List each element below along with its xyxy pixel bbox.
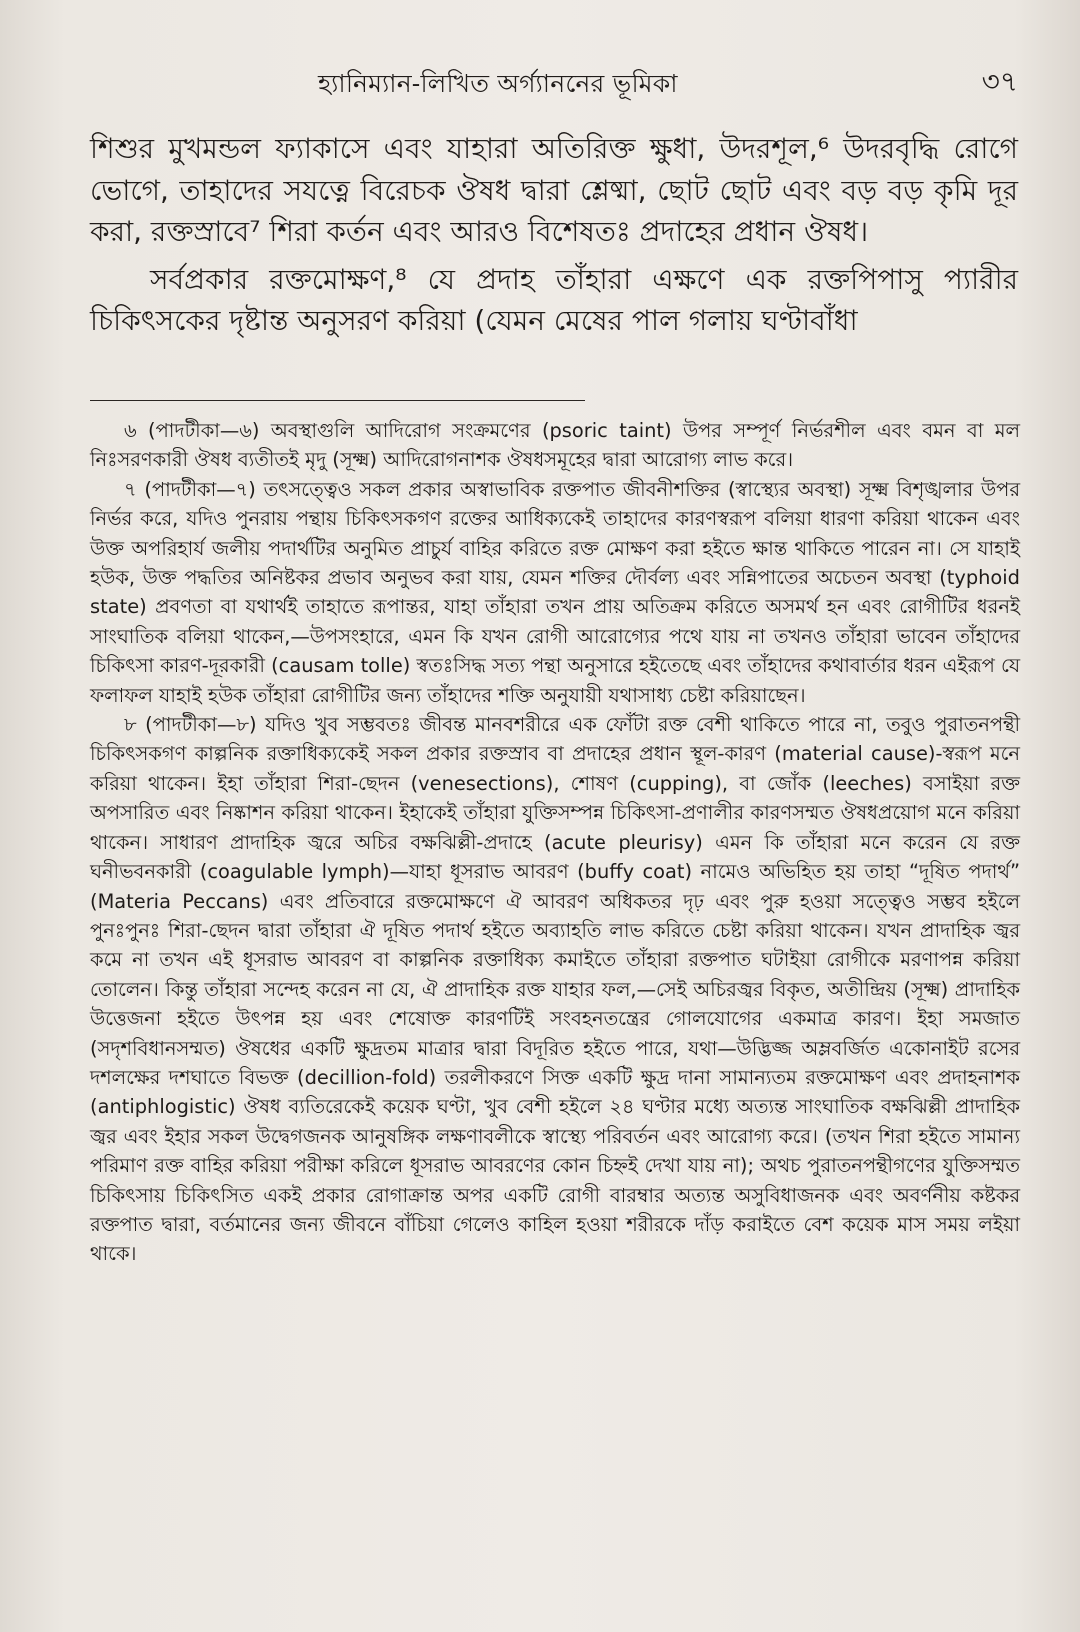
footnote-6: ৬ (পাদটীকা—৬) অবস্থাগুলি আদিরোগ সংক্রমণের (psoric taint) উপর সম্পূর্ণ নির্ভরশীল এবং বমন বা মল নিঃসরণকারী ঔষধ ব্যতীতই মৃদু (সূক্ষ্ম) আদিরোগনাশক ঔষধসমূহের দ্বারা আরোগ্য লাভ করে। bbox=[90, 419, 1020, 472]
main-paragraph-2: সর্বপ্রকার রক্তমোক্ষণ,⁸ যে প্রদাহ তাঁহারা এক্ষণে এক রক্তপিপাসু প্যারীর চিকিৎসকের দৃষ্টান্ত অনুসরণ করিয়া (যেমন মেষের পাল গলায় ঘণ্টাবাঁধা bbox=[90, 262, 1018, 337]
footnote-8: ৮ (পাদটীকা—৮) যদিও খুব সম্ভবতঃ জীবন্ত মানবশরীরে এক ফোঁটা রক্ত বেশী থাকিতে পারে না, তবুও পুরাতনপন্থী চিকিৎসকগণ কাল্পনিক রক্তাধিক্যকেই সকল প্রকার রক্তস্রাব বা প্রদাহের প্রধান স্থূল-কারণ (material cause)-স্বরূপ মনে করিয়া থাকেন। ইহা তাঁহারা শিরা-ছেদন (venesections), শোষণ (cupping), বা জোঁক (leeches) বসাইয়া রক্ত অপসারিত এবং নিষ্কাশন করিয়া থাকেন। ইহাকেই তাঁহারা যুক্তিসম্পন্ন চিকিৎসা-প্রণালীর কারণসম্মত ঔষধপ্রয়োগ মনে করিয়া থাকেন। সাধারণ প্রাদাহিক জ্বরে অচির বক্ষঝিল্লী-প্রদাহে (acute pleurisy) এমন কি তাঁহারা মনে করেন যে রক্ত ঘনীভবনকারী (coagulable lymph)—যাহা ধূসরাভ আবরণ (buffy coat) নামেও অভিহিত হয় তাহা “দূষিত পদার্থ” (Materia Peccans) এবং প্রতিবারে রক্তমোক্ষণে ঐ আবরণ অধিকতর দৃঢ় এবং পুরু হওয়া সত্ত্বেও সম্ভব হইলে পুনঃপুনঃ শিরা-ছেদন দ্বারা তাঁহারা ঐ দূষিত পদার্থ হইতে অব্যাহতি লাভ করিতে চেষ্টা করিয়া থাকেন। যখন প্রাদাহিক জ্বর কমে না তখন এই ধূসরাভ আবরণ বা কাল্পনিক রক্তাধিক্য কমাইতে তাঁহারা রক্তপাত ঘটাইয়া রোগীকে মরণাপন্ন করিয়া তোলেন। কিন্তু তাঁহারা সন্দেহ করেন না যে, ঐ প্রাদাহিক রক্ত যাহার ফল,—সেই অচিরজ্বর বিকৃত, অতীন্দ্রিয় (সূক্ষ্ম) প্রাদাহিক উত্তেজনা হইতে উৎপন্ন হয় এবং শেষোক্ত কারণটিই সংবহনতন্ত্রের গোলযোগের একমাত্র কারণ। ইহা সমজাত (সদৃশবিধানসম্মত) ঔষধের একটি ক্ষুদ্রতম মাত্রার দ্বারা বিদূরিত হইতে পারে, যথা—উদ্ভিজ্জ অম্লবর্জিত একোনাইট রসের দশলক্ষের দশঘাতে বিভক্ত (decillion-fold) তরলীকরণে সিক্ত একটি ক্ষুদ্র দানা সামান্যতম রক্তমোক্ষণ এবং প্রদাহনাশক (antiphlogistic) ঔষধ ব্যতিরেকেই কয়েক ঘণ্টা, খুব বেশী হইলে ২৪ ঘণ্টার মধ্যে অত্যন্ত সাংঘাতিক বক্ষঝিল্লী প্রাদাহিক জ্বর এবং ইহার সকল উদ্বেগজনক আনুষঙ্গিক লক্ষণাবলীকে স্বাস্থ্যে পরিবর্তন এবং আরোগ্য করে। (তখন শিরা হইতে সামান্য পরিমাণ রক্ত বাহির করিয়া পরীক্ষা করিলে ধূসরাভ আবরণের কোন চিহ্নই দেখা যায় না); অথচ পুরাতনপন্থীগণের যুক্তিসম্মত চিকিৎসায় চিকিৎসিত একই প্রকার রোগাক্রান্ত অপর একটি রোগী বারম্বার অত্যন্ত অসুবিধাজনক এবং অবর্ণনীয় কষ্টকর রক্তপাত দ্বারা, বর্তমানের জন্য জীবনে বাঁচিয়া গেলেও কাহিল হওয়া শরীরকে দাঁড় করাইতে বেশ কয়েক মাস সময় লইয়া থাকে। bbox=[90, 713, 1020, 1266]
footnote-7: ৭ (পাদটীকা—৭) তৎসত্ত্বেও সকল প্রকার অস্বাভাবিক রক্তপাত জীবনীশক্তির (স্বাস্থ্যের অবস্থা) সূক্ষ্ম বিশৃঙ্খলার উপর নির্ভর করে, যদিও পুনরায় পন্থায় চিকিৎসকগণ রক্তের আধিক্যকেই তাহাদের কারণস্বরূপ বলিয়া ধারণা করিয়া থাকেন এবং উক্ত অপরিহার্য জলীয় পদার্থটির অনুমিত প্রাচুর্য বাহির করিতে রক্ত মোক্ষণ করা হইতে ক্ষান্ত থাকিতে পারেন না। সে যাহাই হউক, উক্ত পদ্ধতির অনিষ্টকর প্রভাব অনুভব করা যায়, যেমন শক্তির দৌর্বল্য এবং সন্নিপাতের অচেতন অবস্থা (typhoid state) প্রবণতা বা যথার্থই তাহাতে রূপান্তর, যাহা তাঁহারা তখন প্রায় অতিক্রম করিতে অসমর্থ হন এবং রোগীটির ধরনই সাংঘাতিক বলিয়া থাকেন,—উপসংহারে, এমন কি যখন রোগী আরোগ্যের পথে যায় না তখনও তাঁহারা ভাবেন তাঁহাদের চিকিৎসা কারণ-দূরকারী (causam tolle) স্বতঃসিদ্ধ সত্য পন্থা অনুসারে হইতেছে এবং তাঁহাদের কথাবার্তার ধরন এইরূপ যে ফলাফল যাহাই হউক তাঁহারা রোগীটির জন্য তাঁহাদের শক্তি অনুযায়ী যথাসাধ্য চেষ্টা করিয়াছেন। bbox=[90, 477, 1020, 707]
main-paragraph-1: শিশুর মুখমন্ডল ফ্যাকাসে এবং যাহারা অতিরিক্ত ক্ষুধা, উদরশূল,⁶ উদরবৃদ্ধি রোগে ভোগে, তাহাদের সযত্নে বিরেচক ঔষধ দ্বারা শ্লেষ্মা, ছোট ছোট এবং বড় বড় কৃমি দূর করা, রক্তস্রাবে⁷ শিরা কর্তন এবং আরও বিশেষতঃ প্রদাহের প্রধান ঔষধ। bbox=[90, 132, 1018, 248]
footnote-separator bbox=[90, 400, 585, 401]
page-number: ৩৭ bbox=[981, 65, 1018, 98]
page-header bbox=[90, 60, 1020, 106]
footnotes bbox=[90, 416, 1020, 1269]
main-text bbox=[90, 128, 1018, 342]
running-title: হ্যানিম্যান-লিখিত অর্গ্যাননের ভূমিকা bbox=[318, 69, 678, 98]
